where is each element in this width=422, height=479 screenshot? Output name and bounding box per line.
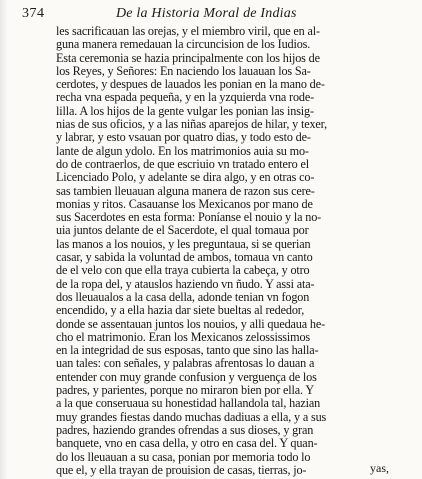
text-line: a la que conseruaua su honestidad hallandola tal, hazian <box>56 397 321 411</box>
text-line: dos lleuaualos a la casa della, adonde tenian vn fogon <box>56 290 310 304</box>
text-line: do de contraerlos, de que escriuio vn tratado entero el <box>56 157 310 171</box>
text-line: banquete, vno en casa della, y otro en casa del. Y quan- <box>56 437 318 451</box>
page-number: 374 <box>22 6 45 21</box>
page-header <box>22 6 414 26</box>
text-line: encendido, y a ella hazia dar siete bueltas al rededor, <box>56 304 305 318</box>
text-line: lilla. A los hijos de la gente vulgar les ponian las insig- <box>56 104 314 118</box>
text-line: de la ropa del, y atauslos haziendo vn ñudo. Y assi ata- <box>56 277 315 291</box>
text-line: padres, haziendo grandes ofrendas a sus dioses, y gran <box>56 423 314 437</box>
text-line: padres, y parientes, porque no miraron bien por ella. Y <box>56 384 314 398</box>
text-line: y labrar, y esto vsauan por quatro dias, y todo esto de- <box>56 131 311 145</box>
page-gutter-shadow <box>0 0 8 479</box>
text-line: uia juntos delante de el Sacerdote, el qual tomaua por <box>56 224 309 238</box>
catchword: yas, <box>370 461 389 475</box>
text-line: do los lleuauan a su casa, ponian por memoria todo lo <box>56 450 311 464</box>
text-line: de el velo con que ella traya cubierta la cabeça, y otro <box>56 264 310 278</box>
text-line: Licenciado Polo, y adelante se dira algo, y en otras co- <box>56 171 315 185</box>
text-line: Esta ceremonia se hazia principalmente con los hijos de <box>56 51 320 65</box>
text-line: guna manera remedauan la circuncision de los Iudios. <box>56 38 311 52</box>
text-line: recha vna espada pequeña, y en la yzquierda vna rode- <box>56 91 315 105</box>
body-text <box>56 25 420 477</box>
text-line: muy grandes fiestas dando muchas dadiuas a ella, y a sus <box>56 410 327 424</box>
text-line: los Reyes, y Señores: En naciendo los lauauan los Sa- <box>56 64 311 78</box>
text-line: entender con muy grande confusion y verguença de los <box>56 370 317 384</box>
text-line: nias de sus oficios, y a las niñas aparejos de hilar, y texer, <box>56 118 327 132</box>
text-line: en la integridad de sus esposas, tanto que sino las halla- <box>56 344 319 358</box>
text-line: uan tales: con señales, y palabras afrentosas lo dauan a <box>56 357 315 371</box>
text-line: cerdotes, y despues de lauados les ponian en la mano de- <box>56 78 325 92</box>
text-line: donde se assentauan juntos los nouios, y alli quedaua he- <box>56 317 325 331</box>
text-line: que el, y ella trayan de prouision de casas, tierras, jo- <box>56 463 307 477</box>
text-line: sus Sacerdotes en esta forma: Poníanse el nouio y la no- <box>56 211 322 225</box>
text-line: les sacrificauan las orejas, y el miembro viril, que en al- <box>56 25 320 38</box>
text-line: lante de algun ydolo. En los matrimonios auia su mo- <box>56 144 309 158</box>
text-line: las manos a los nouios, y les preguntaua, si se querian <box>56 237 311 251</box>
text-line: cho el matrimonio. Eran los Mexicanos zelossissimos <box>56 330 311 344</box>
text-line: sas tambien lleuauan alguna manera de razon sus cere- <box>56 184 315 198</box>
text-line: casar, y sabida la voluntad de ambos, tomaua vn canto <box>56 251 313 265</box>
running-title: De la Historia Moral de Indias <box>116 6 297 21</box>
text-line: monias y ritos. Casauanse los Mexicanos por mano de <box>56 197 313 211</box>
